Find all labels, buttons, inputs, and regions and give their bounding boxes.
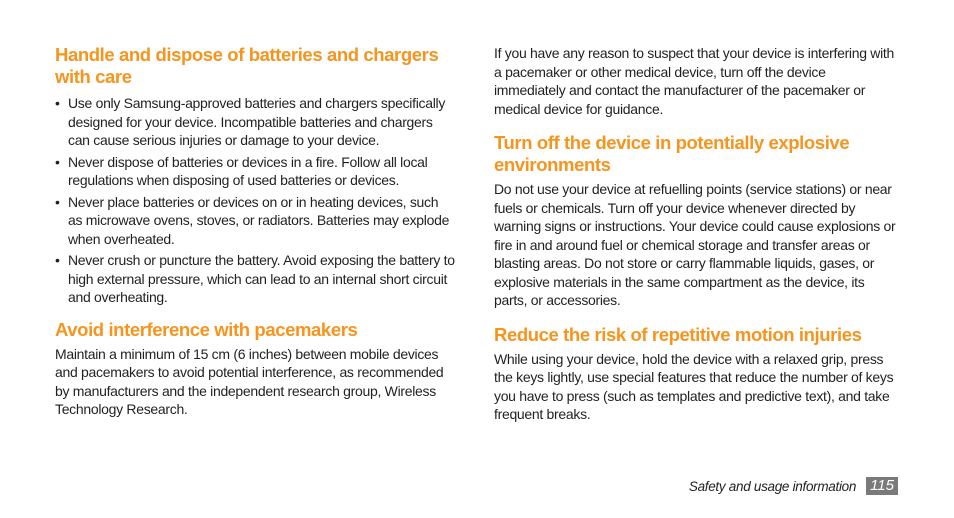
batteries-list — [55, 94, 455, 307]
list-item: • Never dispose of batteries or devices in a fire. Follow all local regulations when disposing of used batteries or devices. — [55, 153, 428, 188]
list-item: • Never place batteries or devices on or in heating devices, such as microwave ovens, stoves, or radiators. Batteries may explode when overheated. — [55, 193, 450, 247]
pacemaker-paragraph: Maintain a minimum of 15 cm (6 inches) between mobile devices and pacemakers to avoid potential interference, as recommended by manufacturers and the independent research group, Wireless Technology Research. — [55, 345, 444, 417]
motion-paragraph: While using your device, hold the device with a relaxed grip, press the keys lightly, use special features that reduce the number of keys you have to press (such as templates and predictive text), and take frequent breaks. — [494, 350, 894, 422]
page-footer — [689, 477, 898, 495]
pacemaker-continued-paragraph: If you have any reason to suspect that your device is interfering with a pacemaker or other medical device, turn off the device immediately and contact the manufacturer of the pacemaker or medical device for guidance. — [494, 45, 895, 117]
list-item: • Never crush or puncture the battery. Avoid exposing the battery to high external pressure, which can lead to an internal short circuit and overheating. — [55, 252, 455, 305]
bullet-icon: • — [55, 153, 60, 170]
footer-section-label: Safety and usage information — [688, 478, 857, 494]
bullet-icon: • — [55, 193, 60, 210]
explosive-heading: Turn off the device in potentially explosive environments — [494, 132, 850, 175]
bullet-icon: • — [55, 252, 60, 268]
motion-heading: Reduce the risk of repetitive motion injuries — [494, 323, 862, 345]
bullet-icon: • — [55, 95, 60, 111]
left-column — [55, 44, 455, 419]
pacemaker-heading: Avoid interference with pacemakers — [55, 318, 358, 340]
list-item: • Use only Samsung-approved batteries and chargers specifically designed for your device. Incompatible batteries and chargers can cause serious injuries or damage to your device. — [55, 95, 446, 148]
page-number: 115 — [866, 477, 898, 495]
explosive-paragraph: Do not use your device at refuelling points (service stations) or near fuels or chemicals. Turn off your device whenever directed by warning signs or instructions. Your device could cause explosions or fire in and around fuel or chemical storage and transfer areas or blasting areas. Do not store or carry flammable liquids, gases, or explosive materials in the same compartment as the device, its parts, or accessories. — [494, 181, 896, 308]
batteries-heading: Handle and dispose of batteries and chargers with care — [55, 44, 439, 87]
right-column — [494, 44, 900, 424]
